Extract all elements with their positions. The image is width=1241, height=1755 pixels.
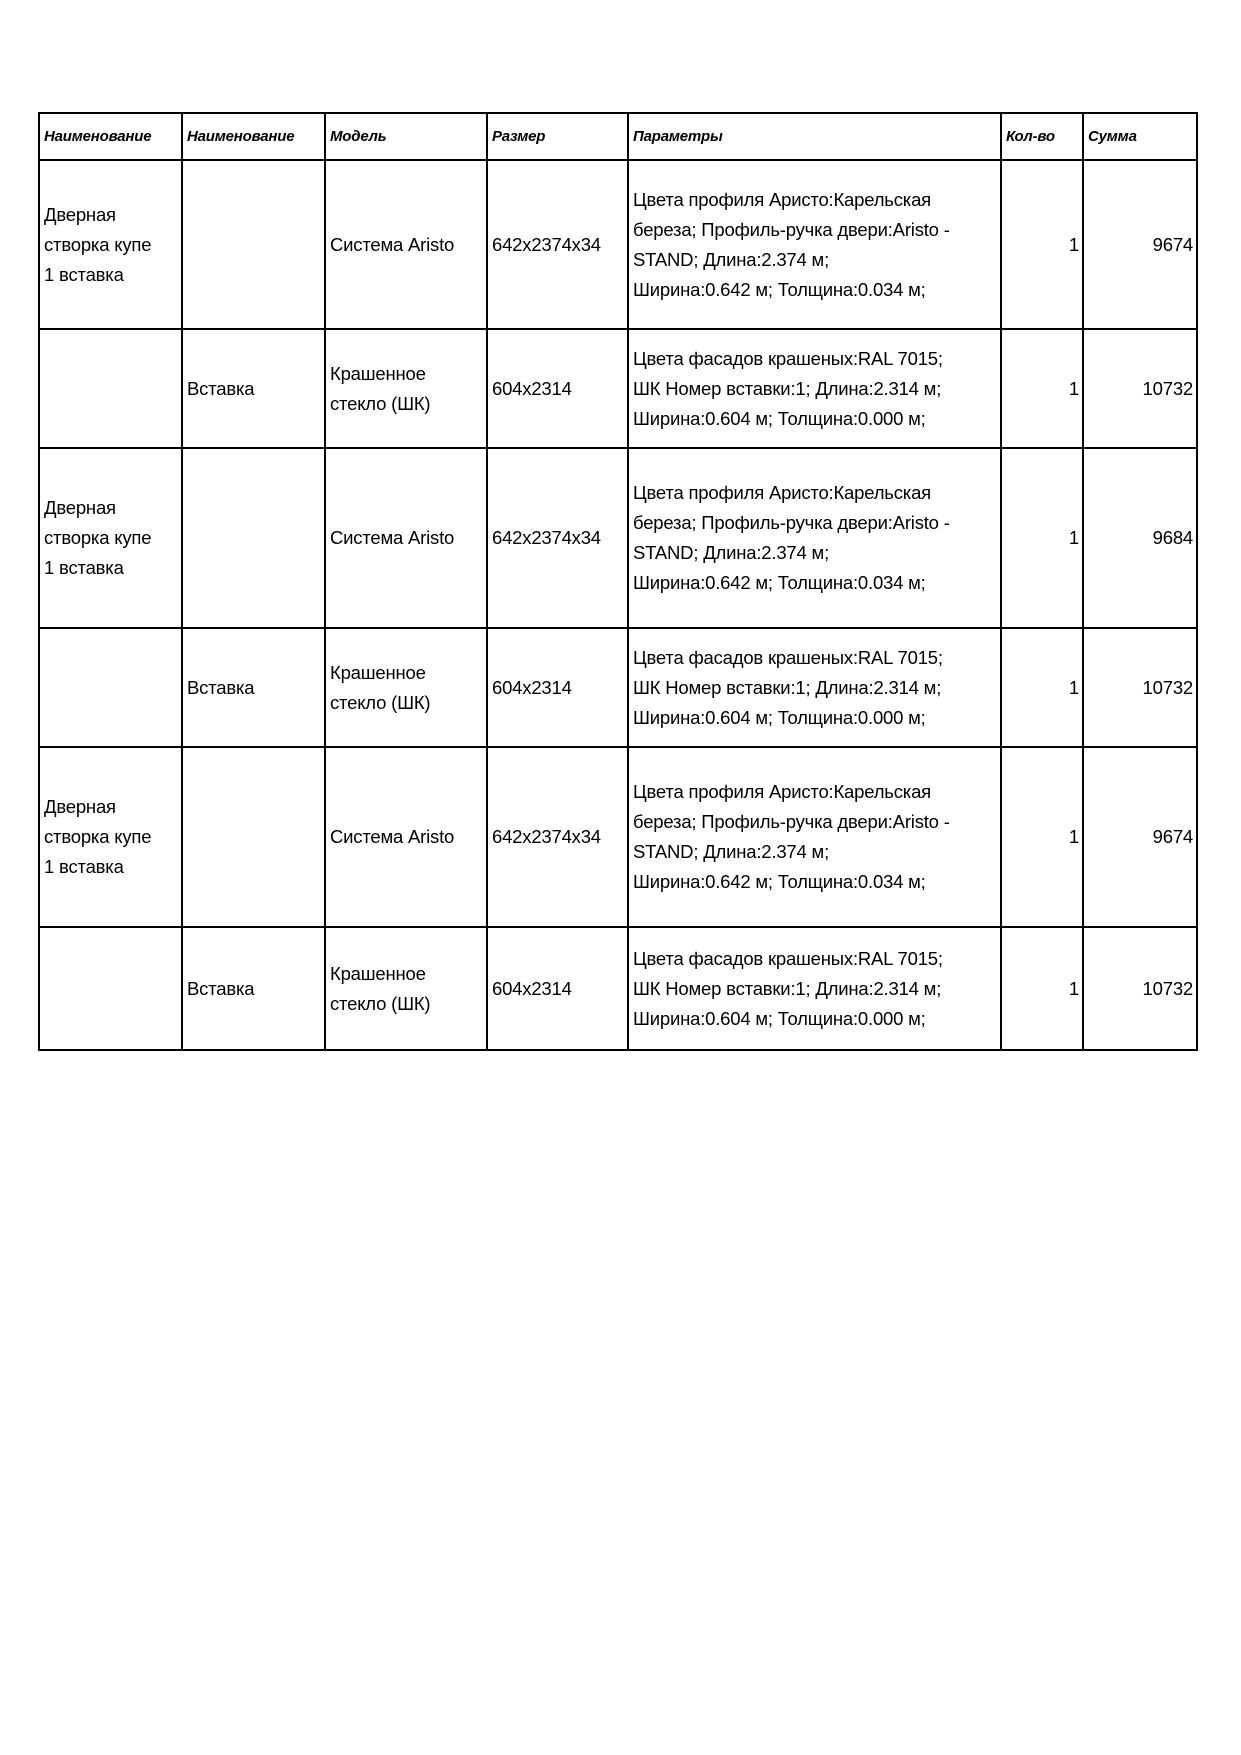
cell-model	[325, 160, 487, 329]
cell-text-line: береза; Профиль-ручка двери:Aristo -	[633, 512, 950, 533]
cell-text-line: Цвета профиля Аристо:Карельская	[633, 781, 932, 802]
cell-text-line: Дверная	[44, 796, 116, 817]
cell-size: 604x2314	[487, 628, 628, 747]
cell-text-line: береза; Профиль-ручка двери:Aristo -	[633, 811, 950, 832]
cell-text-line: Система Aristo	[330, 233, 455, 255]
cell-text-line: Цвета фасадов крашеных:RAL 7015;	[633, 347, 943, 369]
header-name-2: Наименование	[182, 113, 325, 160]
cell-text-line: створка купе	[44, 527, 152, 548]
table-row	[39, 329, 1197, 448]
cell-size: 604x2314	[487, 927, 628, 1050]
table-row	[39, 927, 1197, 1050]
cell-model	[325, 628, 487, 747]
cell-params	[628, 747, 1001, 927]
cell-text-line: STAND; Длина:2.374 м;	[633, 248, 830, 270]
header-size: Размер	[487, 113, 628, 160]
cell-text-line: Крашенное	[330, 362, 426, 384]
cell-name-2: Вставка	[182, 628, 325, 747]
cell-sum: 9674	[1083, 747, 1197, 927]
cell-text-line: 1 вставка	[44, 557, 124, 578]
cell-text-line: стекло (ШК)	[330, 992, 431, 1014]
cell-text-line: створка купе	[44, 826, 152, 847]
cell-qty: 1	[1001, 160, 1083, 329]
cell-text-line: Цвета профиля Аристо:Карельская	[633, 482, 932, 503]
cell-name-1	[39, 329, 182, 448]
cell-sum: 9684	[1083, 448, 1197, 628]
cell-size: 642x2374x34	[487, 448, 628, 628]
cell-name-1	[39, 448, 182, 628]
cell-text-line: ШК Номер вставки:1; Длина:2.314 м;	[633, 377, 942, 399]
cell-text-line: Дверная	[44, 203, 116, 225]
header-sum: Сумма	[1083, 113, 1197, 160]
header-params: Параметры	[628, 113, 1001, 160]
cell-text-line: STAND; Длина:2.374 м;	[633, 841, 830, 862]
table-body	[39, 160, 1197, 1050]
cell-text-line: стекло (ШК)	[330, 392, 431, 414]
cell-text-line: створка купе	[44, 233, 152, 255]
header-qty: Кол-во	[1001, 113, 1083, 160]
cell-name-1	[39, 927, 182, 1050]
cell-text-line: STAND; Длина:2.374 м;	[633, 542, 830, 563]
header-row	[39, 113, 1197, 160]
cell-params	[628, 160, 1001, 329]
cell-model	[325, 448, 487, 628]
table-row	[39, 747, 1197, 927]
cell-name-1	[39, 160, 182, 329]
cell-model	[325, 927, 487, 1050]
cell-text-line: Крашенное	[330, 962, 426, 984]
order-table	[38, 112, 1198, 1051]
cell-model	[325, 329, 487, 448]
cell-size: 604x2314	[487, 329, 628, 448]
cell-text-line: Ширина:0.642 м; Толщина:0.034 м;	[633, 871, 926, 892]
cell-qty: 1	[1001, 927, 1083, 1050]
cell-text-line: Ширина:0.642 м; Толщина:0.034 м;	[633, 572, 926, 593]
cell-size: 642x2374x34	[487, 160, 628, 329]
cell-qty: 1	[1001, 628, 1083, 747]
cell-params	[628, 628, 1001, 747]
cell-text-line: 1 вставка	[44, 263, 124, 285]
cell-text-line: ШК Номер вставки:1; Длина:2.314 м;	[633, 676, 942, 698]
cell-params	[628, 448, 1001, 628]
cell-text-line: Система Aristo	[330, 527, 455, 548]
cell-params	[628, 927, 1001, 1050]
cell-sum: 10732	[1083, 927, 1197, 1050]
cell-text-line: Цвета профиля Аристо:Карельская	[633, 188, 932, 210]
cell-size: 642x2374x34	[487, 747, 628, 927]
cell-qty: 1	[1001, 329, 1083, 448]
cell-name-1	[39, 747, 182, 927]
cell-sum: 10732	[1083, 329, 1197, 448]
table-row	[39, 160, 1197, 329]
cell-model	[325, 747, 487, 927]
cell-name-2	[182, 448, 325, 628]
cell-text-line: Дверная	[44, 497, 116, 518]
cell-qty: 1	[1001, 747, 1083, 927]
cell-text-line: 1 вставка	[44, 856, 124, 877]
cell-text-line: Крашенное	[330, 661, 426, 683]
table-row	[39, 448, 1197, 628]
header-model: Модель	[325, 113, 487, 160]
cell-text-line: стекло (ШК)	[330, 691, 431, 713]
cell-text-line: Система Aristo	[330, 826, 455, 847]
cell-text-line: Цвета фасадов крашеных:RAL 7015;	[633, 646, 943, 668]
cell-text-line: Ширина:0.604 м; Толщина:0.000 м;	[633, 706, 926, 728]
cell-sum: 10732	[1083, 628, 1197, 747]
cell-text-line: Ширина:0.604 м; Толщина:0.000 м;	[633, 1007, 926, 1029]
cell-name-1	[39, 628, 182, 747]
cell-qty: 1	[1001, 448, 1083, 628]
table-row	[39, 628, 1197, 747]
cell-name-2	[182, 160, 325, 329]
header-name-1: Наименование	[39, 113, 182, 160]
cell-params	[628, 329, 1001, 448]
cell-text-line: Ширина:0.604 м; Толщина:0.000 м;	[633, 407, 926, 429]
cell-name-2: Вставка	[182, 329, 325, 448]
cell-text-line: Цвета фасадов крашеных:RAL 7015;	[633, 947, 943, 969]
cell-text-line: Ширина:0.642 м; Толщина:0.034 м;	[633, 278, 926, 300]
cell-text-line: ШК Номер вставки:1; Длина:2.314 м;	[633, 977, 942, 999]
cell-text-line: береза; Профиль-ручка двери:Aristo -	[633, 218, 950, 240]
cell-sum: 9674	[1083, 160, 1197, 329]
cell-name-2	[182, 747, 325, 927]
cell-name-2: Вставка	[182, 927, 325, 1050]
